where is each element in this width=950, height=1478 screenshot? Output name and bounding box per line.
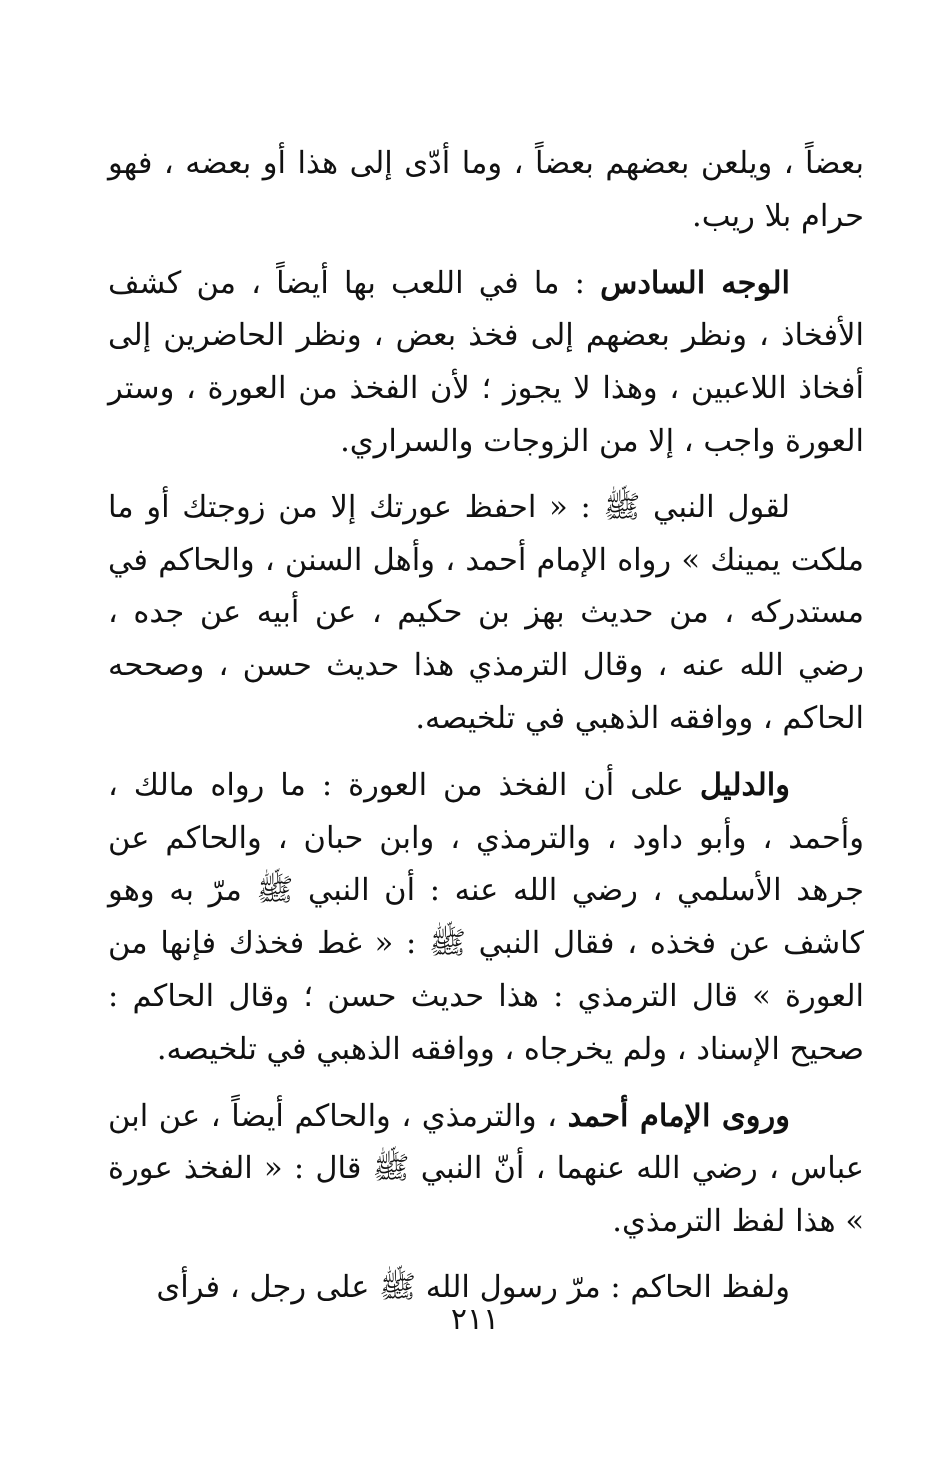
page-body: [108, 138, 864, 1328]
paragraph-4: [108, 759, 864, 1077]
paragraph-2: [108, 257, 864, 469]
section-heading-imam-ahmad: وروى الإمام أحمد: [567, 1097, 790, 1134]
section-heading-sixth-aspect: الوجه السادس: [600, 264, 791, 301]
paragraph-3: [108, 482, 864, 746]
page-number: ٢١١: [450, 1302, 500, 1337]
paragraph-5: [108, 1090, 864, 1249]
paragraph-text: ولفظ الحاكم : مرّ رسول الله ﷺ على رجل ، فرأى: [156, 1269, 790, 1305]
paragraph-text: بعضاً ، ويلعن بعضهم بعضاً ، وما أدّى إلى هذا أو بعضه ، فهو حرام بلا ريب.: [108, 146, 864, 234]
paragraph-text: : ما في اللعب بها أيضاً ، من كشف الأفخاذ ، ونظر بعضهم إلى فخذ بعض ، ونظر الحاضرين إلى أفخاذ اللاعبين ، وهذا لا يجوز ؛ لأن الفخذ من العورة ، وستر العورة واجب ، إلا من الزوجات والسراري.: [108, 265, 864, 459]
paragraph-text: لقول النبي ﷺ : « احفظ عورتك إلا من زوجتك أو ما ملكت يمينك » رواه الإمام أحمد ، وأهل السنن ، والحاكم في مستدركه ، من حديث بهز بن حكيم ، عن أبيه عن جده ، رضي الله عنه ، وقال الترمذي هذا حديث حسن ، وصححه الحاكم ، ووافقه الذهبي في تلخيصه.: [108, 489, 864, 736]
paragraph-text: على أن الفخذ من العورة : ما رواه مالك ، وأحمد ، وأبو داود ، والترمذي ، وابن حبان ، والحاكم عن جرهد الأسلمي ، رضي الله عنه : أن النبي ﷺ مرّ به وهو كاشف عن فخذه ، فقال النبي ﷺ : « غط فخذك فإنها من العورة » قال الترمذي : هذا حديث حسن ؛ وقال الحاكم : صحيح الإسناد ، ولم يخرجاه ، ووافقه الذهبي في تلخيصه.: [108, 767, 864, 1067]
section-heading-evidence: والدليل: [699, 766, 790, 803]
paragraph-1: [108, 138, 864, 244]
paragraph-text: ، والترمذي ، والحاكم أيضاً ، عن ابن عباس ، رضي الله عنهما ، أنّ النبي ﷺ قال : « الفخذ عورة » هذا لفظ الترمذي.: [108, 1098, 864, 1240]
